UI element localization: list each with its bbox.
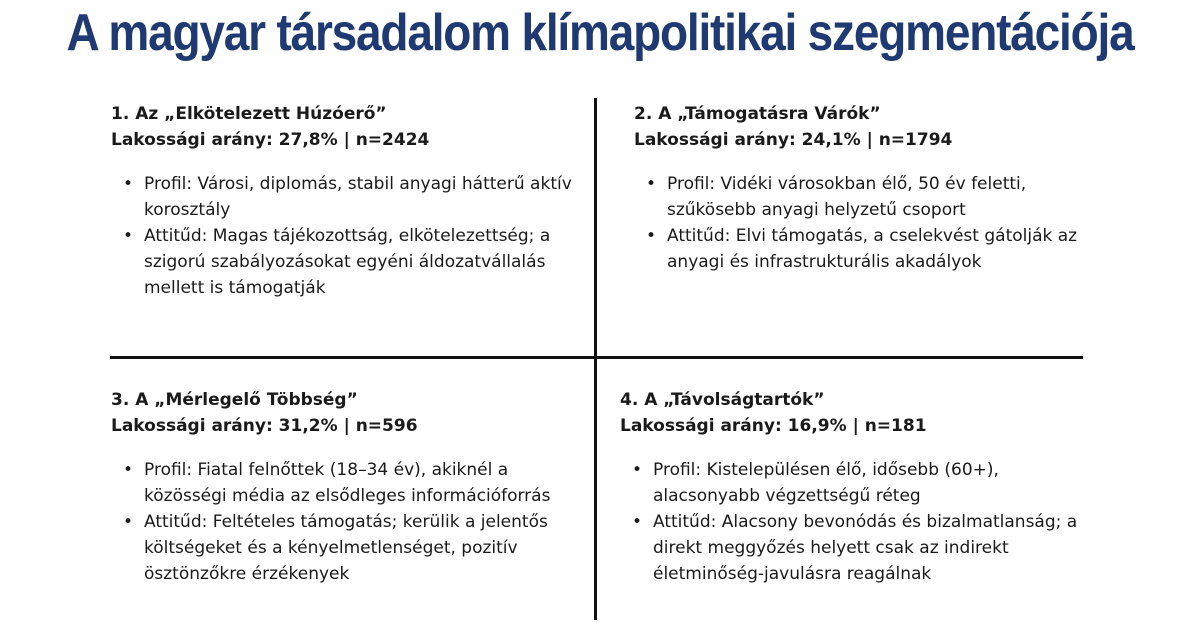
- list-item-text: Profil: Fiatal felnőttek (18–34 év), akiknél a közösségi média az elsődleges információforrás: [144, 460, 551, 506]
- bullet-icon: •: [123, 512, 134, 532]
- bullet-icon: •: [123, 226, 134, 246]
- bullet-icon: •: [123, 460, 134, 480]
- list-item: [634, 223, 1094, 275]
- segment-list: [620, 457, 1090, 587]
- segment-3: [111, 387, 581, 587]
- page-title: A magyar társadalom klímapolitikai szegmentációja: [66, 3, 1134, 62]
- segment-title: 4. A „Távolságtartók”: [620, 390, 825, 410]
- segment-1: [111, 101, 581, 301]
- segment-share: Lakossági arány: 16,9% | n=181: [620, 416, 927, 436]
- list-item: [111, 171, 581, 223]
- segment-title: 3. A „Mérlegelő Többség”: [111, 390, 358, 410]
- list-item-text: Attitűd: Alacsony bevonódás és bizalmatlanság; a direkt meggyőzés helyett csak az indirekt életminőség-javulásra reagálnak: [653, 512, 1078, 584]
- list-item: [620, 457, 1090, 509]
- list-item: [111, 509, 581, 587]
- segment-title: 1. Az „Elkötelezett Húzóerő”: [111, 104, 387, 124]
- bullet-icon: •: [646, 174, 657, 194]
- list-item-text: Attitűd: Feltételes támogatás; kerülik a jelentős költségeket és a kényelmetlenséget, pozitív ösztönzőkre érzékenyek: [144, 512, 548, 584]
- bullet-icon: •: [123, 174, 134, 194]
- segment-share: Lakossági arány: 27,8% | n=2424: [111, 130, 430, 150]
- segment-list: [111, 457, 581, 587]
- segment-4: [620, 387, 1090, 587]
- segment-list: [634, 171, 1094, 275]
- list-item-text: Profil: Kistelepülésen élő, idősebb (60+), alacsonyabb végzettségű réteg: [653, 460, 999, 506]
- segment-share: Lakossági arány: 31,2% | n=596: [111, 416, 418, 436]
- bullet-icon: •: [632, 460, 643, 480]
- list-item: [620, 509, 1090, 587]
- list-item-text: Attitűd: Elvi támogatás, a cselekvést gátolják az anyagi és infrastrukturális akadályok: [667, 226, 1078, 272]
- bullet-icon: •: [646, 226, 657, 246]
- segment-share: Lakossági arány: 24,1% | n=1794: [634, 130, 953, 150]
- list-item-text: Attitűd: Magas tájékozottság, elkötelezettség; a szigorú szabályozásokat egyéni áldozatvállalás mellett is támogatják: [144, 226, 551, 298]
- segment-list: [111, 171, 581, 301]
- list-item: [111, 223, 581, 301]
- list-item-text: Profil: Városi, diplomás, stabil anyagi hátterű aktív korosztály: [144, 174, 572, 220]
- bullet-icon: •: [632, 512, 643, 532]
- segment-title: 2. A „Támogatásra Várók”: [634, 104, 881, 124]
- vertical-divider: [594, 98, 597, 620]
- list-item: [634, 171, 1094, 223]
- segment-2: [634, 101, 1094, 275]
- list-item: [111, 457, 581, 509]
- horizontal-divider: [110, 356, 1083, 359]
- list-item-text: Profil: Vidéki városokban élő, 50 év feletti, szűkösebb anyagi helyzetű csoport: [667, 174, 1027, 220]
